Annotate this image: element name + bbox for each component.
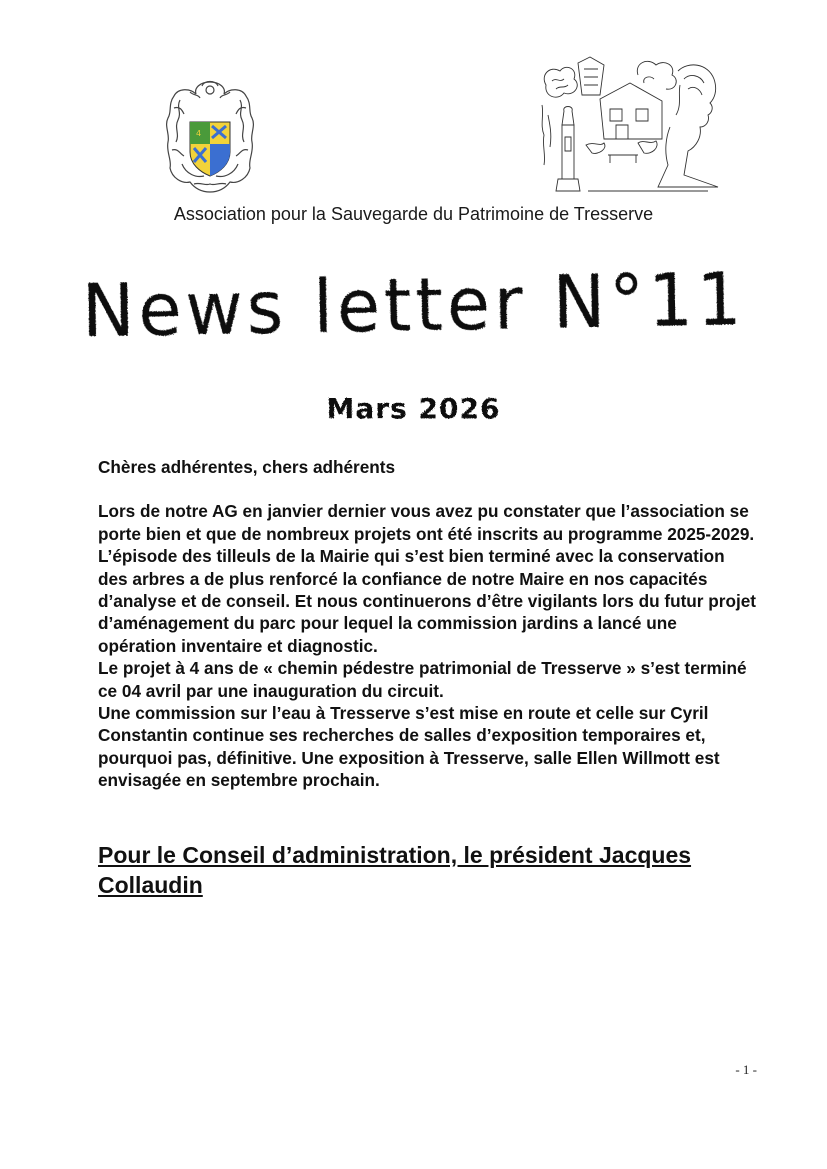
letter-paragraphs [98,500,758,791]
page-number: - 1 - [735,1062,757,1077]
newsletter-date: Mars 2026 [326,392,501,425]
paragraph-commission: Une commission sur l’eau à Tresserve s’est mise en route et celle sur Cyril Constantin continue ses recherches de salles d’exposition temporaires et, pourquoi pas, définitive. Une exposition à Tresserve, salle Ellen Willmott est envisagée en septembre prochain. [98,703,720,791]
newsletter-title-text: News letter N°11 [81,255,746,355]
paragraph-ag: Lors de notre AG en janvier dernier vous avez pu constater que l’association se porte bien et que de nombreux projets ont été inscrits au programme 2025-2029. [98,501,755,544]
coat-of-arms-icon [160,78,260,196]
newsletter-title [0,247,827,363]
paragraph-chemin: Le projet à 4 ans de « chemin pédestre patrimonial de Tresserve » s’est terminé ce 04 avril par une inauguration du circuit. [98,658,747,701]
village-sketch-icon [538,55,720,197]
greeting: Chères adhérentes, chers adhérents [98,457,396,477]
svg-text:4: 4 [196,129,202,138]
association-name: Association pour la Sauvegarde du Patrimoine de Tresserve [173,204,654,224]
paragraph-tilleuls: L’épisode des tilleuls de la Mairie qui s’est bien terminé avec la conservation des arbres a de plus renforcé la confiance de notre Maire en nos capacités d’analyse et de conseil. Et nous continuerons d’être vigilants lors du futur projet d’aménagement du parc pour lequel la commission jardins a lancé une opération inventaire et diagnostic. [98,546,757,656]
letter-body [98,456,758,792]
signature: Pour le Conseil d’administration, le président Jacques Collaudin [98,842,692,898]
